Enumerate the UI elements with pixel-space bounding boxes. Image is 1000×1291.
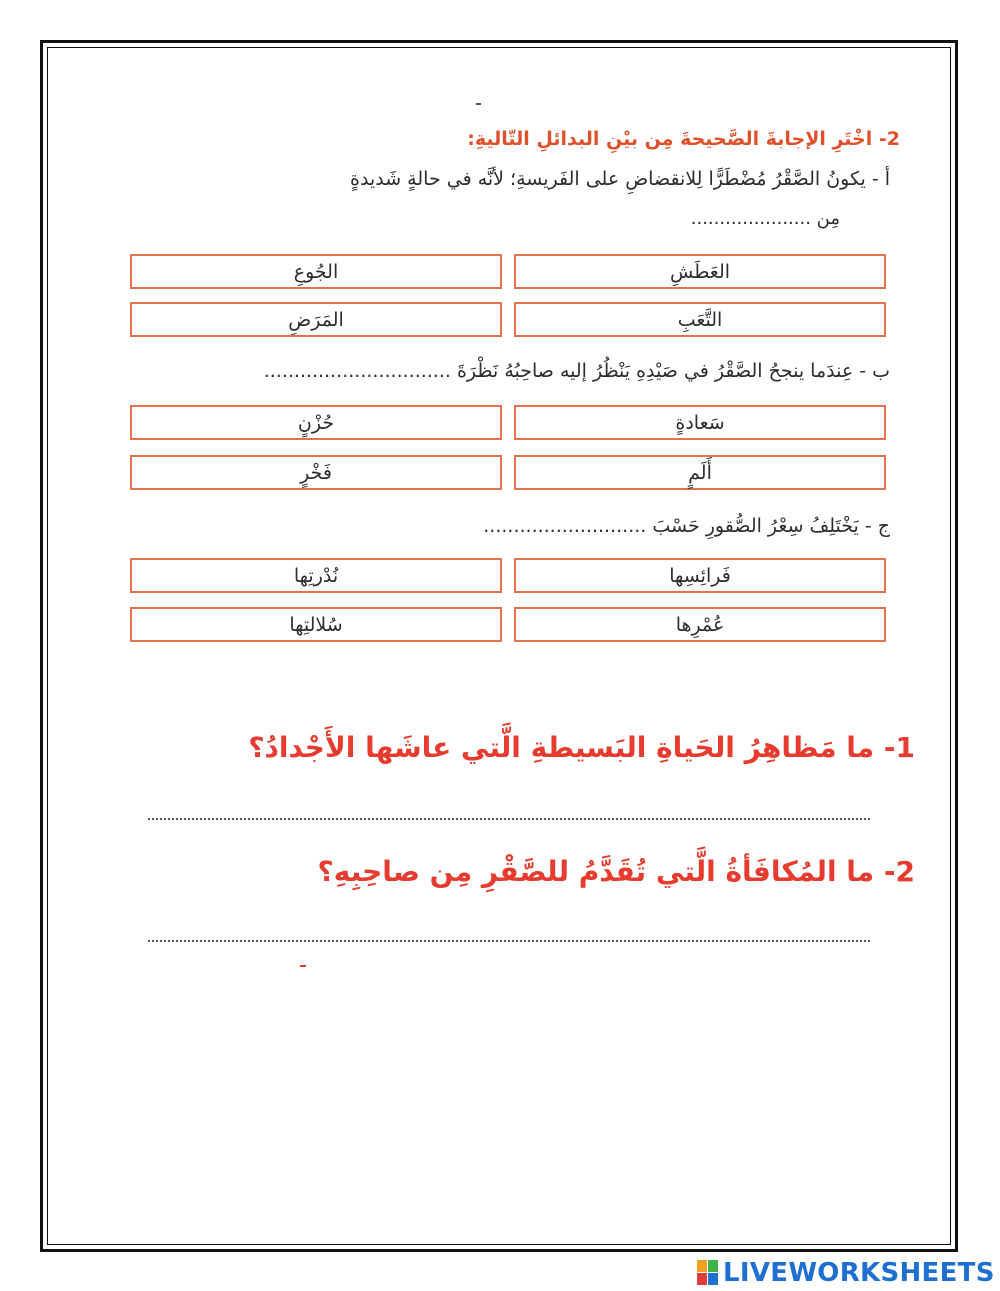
choice-b-1[interactable]: سَعادةٍ: [514, 405, 886, 440]
question-a-line1: أ - يكونُ الصَّقْرُ مُضْطَرًّا لِلانقضاضِ على الفَريسةِ؛ لأنَّه في حالةٍ شَديدةٍ: [350, 168, 890, 190]
choice-a-1[interactable]: العَطَشِ: [514, 254, 886, 289]
choice-b-4[interactable]: فَخْرٍ: [130, 455, 502, 490]
open-question-1: 1- ما مَظاهِرُ الحَياةِ البَسيطةِ الَّتي عاشَها الأَجْدادُ؟: [248, 731, 915, 764]
choice-c-3[interactable]: عُمْرِها: [514, 607, 886, 642]
choice-a-2[interactable]: الجُوعِ: [130, 254, 502, 289]
choice-c-1[interactable]: فَرائِسِها: [514, 558, 886, 593]
section-heading: 2- اخْتَرِ الإجابةَ الصَّحيحةَ مِن بيْنِ البدائلِ التّاليةِ:: [467, 128, 900, 150]
choice-a-3[interactable]: التَّعَبِ: [514, 302, 886, 337]
answer-line-1[interactable]: [148, 818, 870, 820]
liveworksheets-branding: [697, 1256, 995, 1290]
brand-text: LIVEWORKSHEETS: [723, 1258, 995, 1288]
question-a-line2: مِن .....................: [690, 208, 840, 229]
choice-b-3[interactable]: أَلَمٍ: [514, 455, 886, 490]
choice-a-4[interactable]: المَرَضِ: [130, 302, 502, 337]
answer-line-2[interactable]: [148, 940, 870, 942]
choice-b-2[interactable]: حُزْنٍ: [130, 405, 502, 440]
stray-mark: [300, 965, 306, 967]
question-b-line: ب - عِندَما ينجحُ الصَّقْرُ في صَيْدِهِ يَنْظُرُ إليه صاحِبُهُ نَظْرَةَ ...............................: [263, 360, 890, 382]
question-c-line: ج - يَخْتَلِفُ سِعْرُ الصُّقورِ حَسْبَ ...........................: [483, 515, 890, 537]
choice-c-4[interactable]: سُلالتِها: [130, 607, 502, 642]
liveworksheets-logo-icon: [697, 1260, 719, 1286]
stray-mark-top: [476, 103, 481, 105]
open-question-2: 2- ما المُكافَأةُ الَّتي تُقَدَّمُ للصَّقْرِ مِن صاحِبِهِ؟: [317, 855, 915, 888]
choice-c-2[interactable]: نُدْرتِها: [130, 558, 502, 593]
